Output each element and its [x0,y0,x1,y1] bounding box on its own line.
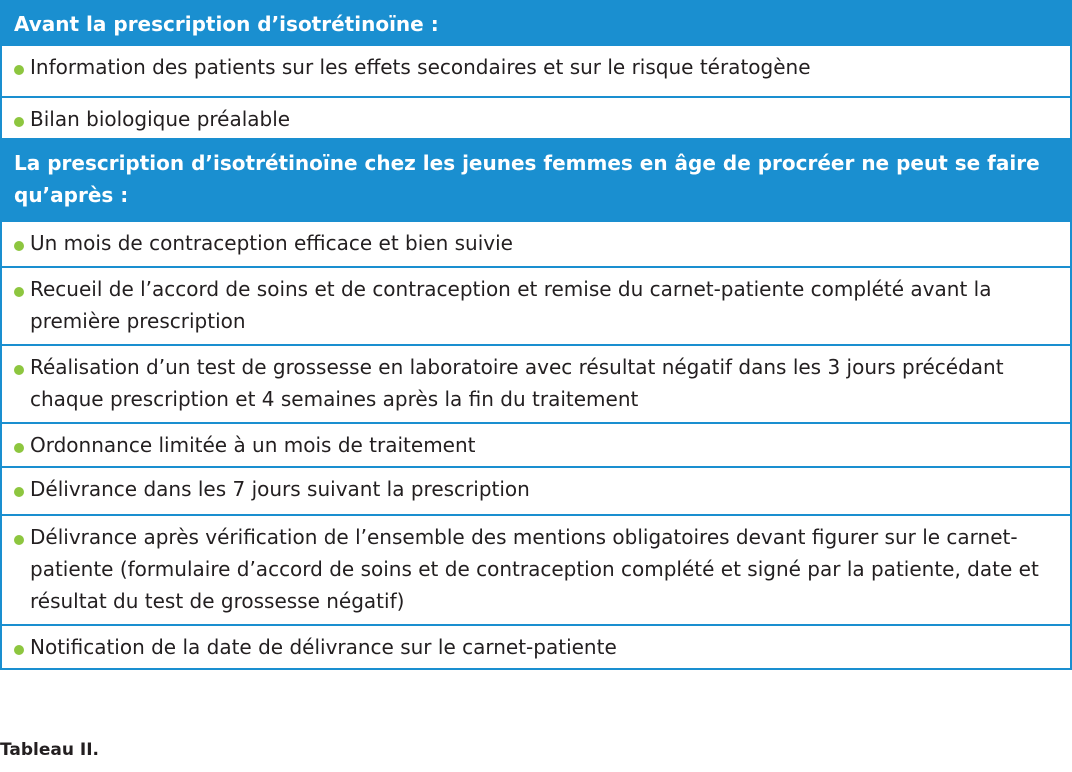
list-item [2,624,1070,668]
bullet-icon [14,443,24,453]
bullet-icon [14,365,24,375]
list-item [2,466,1070,514]
list-item-text: Ordonnance limitée à un mois de traitement [30,433,476,457]
list-item-text: Délivrance dans les 7 jours suivant la prescription [30,477,530,501]
list-item-text: Information des patients sur les effets secondaires et sur le risque tératogène [30,55,811,79]
list-item [2,422,1070,466]
section-header-young-women: La prescription d’isotrétinoïne chez les jeunes femmes en âge de procréer ne peut se faire qu’après : [2,138,1070,222]
section-header-before-prescription: Avant la prescription d’isotrétinoïne : [2,0,1070,46]
list-item-text: Bilan biologique préalable [30,107,291,131]
list-item [2,514,1070,624]
bullet-icon [14,535,24,545]
list-item-text: Réalisation d’un test de grossesse en laboratoire avec résultat négatif dans les 3 jours précédant chaque prescription et 4 semaines après la fin du traitement [30,355,1004,411]
bullet-icon [14,287,24,297]
list-item-text: Recueil de l’accord de soins et de contraception et remise du carnet-patiente complété avant la première prescription [30,277,992,333]
list-item [2,46,1070,96]
bullet-icon [14,65,24,75]
bullet-icon [14,241,24,251]
list-item-text: Notification de la date de délivrance sur le carnet-patiente [30,635,617,659]
list-item-text: Un mois de contraception efficace et bien suivie [30,231,513,255]
list-item [2,266,1070,344]
bullet-icon [14,487,24,497]
list-item [2,222,1070,266]
list-item-text: Délivrance après vérification de l’ensemble des mentions obligatoires devant figurer sur le carnet-patiente (formulaire d’accord de soins et de contraception complété et signé par la patiente, date et résultat du test de grossesse négatif) [30,525,1039,613]
bullet-icon [14,645,24,655]
list-item [2,344,1070,422]
list-item [2,96,1070,138]
bullet-icon [14,117,24,127]
table-caption: Tableau II. [0,740,100,760]
